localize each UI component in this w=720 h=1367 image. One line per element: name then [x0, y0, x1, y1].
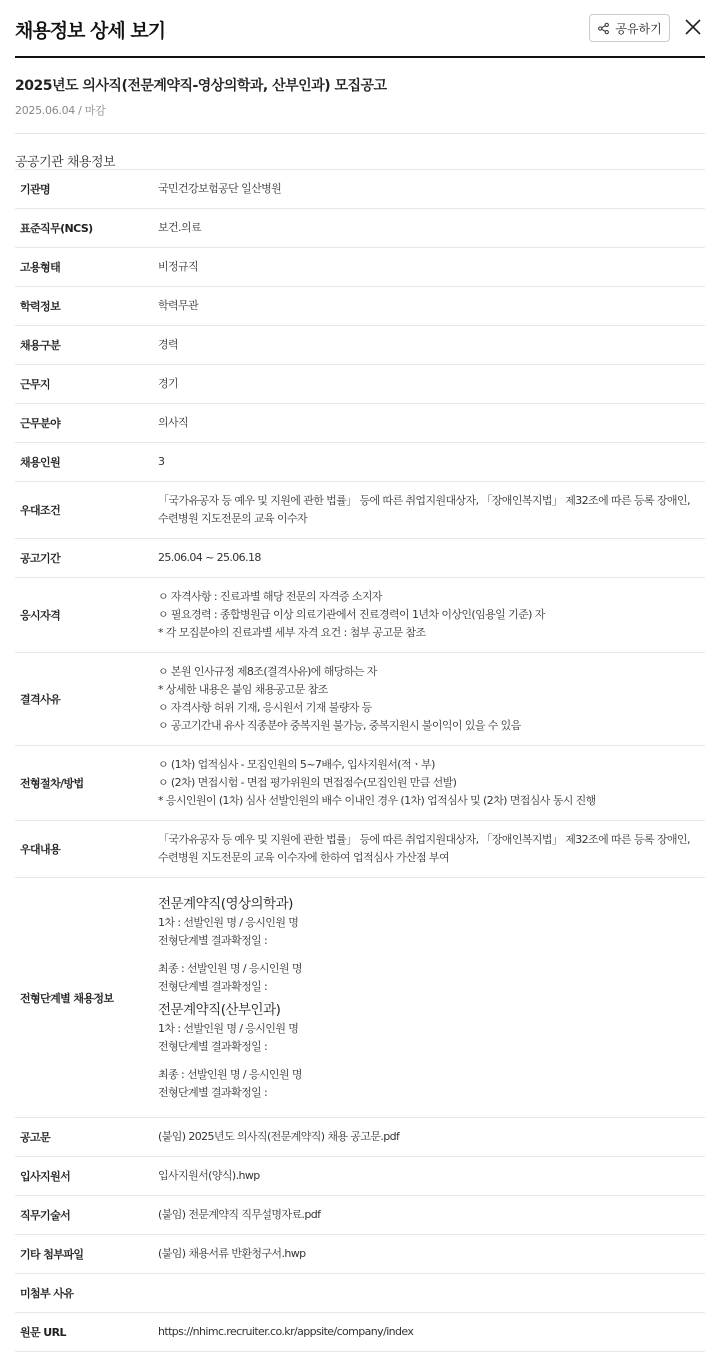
row-value: 25.06.04 ~ 25.06.18: [158, 551, 261, 564]
table-row: [15, 1118, 705, 1157]
table-row: [15, 539, 705, 578]
table-row: [15, 482, 705, 539]
close-icon[interactable]: [683, 17, 703, 37]
table-row: [15, 248, 705, 287]
row-label: 공고문: [20, 1131, 51, 1144]
stage-group-title: 전문계약직(영상의학과): [158, 895, 293, 912]
row-value: 3: [158, 455, 165, 468]
row-label: 공고기간: [20, 552, 61, 565]
row-value: 국민건강보험공단 일산병원: [158, 182, 282, 195]
original-url-link[interactable]: https://nhimc.recruiter.co.kr/appsite/company/index: [158, 1325, 414, 1338]
table-row: [15, 287, 705, 326]
table-row: [15, 209, 705, 248]
notice-file-link[interactable]: (붙임) 2025년도 의사직(전문계약직) 채용 공고문.pdf: [158, 1130, 400, 1143]
table-row-stages: [15, 878, 705, 1118]
section-title: 공공기관 채용정보: [15, 155, 116, 170]
row-label: 기관명: [20, 183, 51, 196]
row-label: 학력정보: [20, 300, 61, 313]
other-attachment-link[interactable]: (붙임) 채용서류 반환청구서.hwp: [158, 1247, 306, 1260]
table-row: [15, 1274, 705, 1313]
table-row: [15, 170, 705, 209]
stage-group-title: 전문계약직(산부인과): [158, 1001, 281, 1018]
table-row: [15, 365, 705, 404]
row-value: ㅇ (1차) 업적심사 - 모집인원의 5~7배수, 입사지원서(적ㆍ부) ㅇ (2차) 면접시험 - 면접 평가위원의 면접점수(모집인원 만큼 선발) * 응시인원이 (1차) 심사 선발인원의 배수 이내인 경우 (1차) 업적심사 및 (2차) 면접심사 동시 진행: [158, 758, 596, 807]
row-value: 보건.의료: [158, 221, 202, 234]
row-label: 미첨부 사유: [20, 1287, 74, 1300]
row-value: ㅇ 본원 인사규정 제8조(결격사유)에 해당하는 자 * 상세한 내용은 붙임 채용공고문 참조 ㅇ 자격사항 허위 기재, 응시원서 기재 불량자 등 ㅇ 공고기간내 유사 직종분야 중복지원 불가능, 중복지원시 불이익이 있을 수 있음: [158, 665, 521, 732]
post-title: 2025년도 의사직(전문계약직-영상의학과, 산부인과) 모집공고: [15, 78, 387, 94]
row-label: 채용구분: [20, 339, 61, 352]
row-label: 원문 URL: [20, 1326, 66, 1339]
table-row: [15, 653, 705, 746]
table-row: [15, 1235, 705, 1274]
row-value: 비정규직: [158, 260, 199, 273]
table-row: [15, 404, 705, 443]
stages-value: 전문계약직(영상의학과) 1차 : 선발인원 명 / 응시인원 명 전형단계별 결과확정일 : 최종 : 선발인원 명 / 응시인원 명 전형단계별 결과확정일 : 전문계약직(산부인과) 1차 : 선발인원 명 / 응시인원 명 전형단계별 결과확정일 : 최종 : 선발인원 명 / 응시인원 명 전형단계별 결과확정일 :: [158, 894, 705, 1102]
divider: [15, 133, 705, 134]
row-label: 표준직무(NCS): [20, 222, 93, 235]
table-row: [15, 443, 705, 482]
job-description-file-link[interactable]: (붙임) 전문계약직 직무설명자료.pdf: [158, 1208, 321, 1221]
row-label: 결격사유: [20, 693, 61, 706]
row-value: 경력: [158, 338, 179, 351]
row-value: 「국가유공자 등 예우 및 지원에 관한 법률」 등에 따른 취업지원대상자, 「장애인복지법」 제32조에 따른 등록 장애인, 수련병원 지도전문의 교육 이수자: [158, 494, 690, 525]
row-label: 근무분야: [20, 417, 61, 430]
row-label: 채용인원: [20, 456, 61, 469]
table-row: [15, 326, 705, 365]
row-label: 고용형태: [20, 261, 61, 274]
row-label: 우대조건: [20, 504, 61, 517]
row-value: 경기: [158, 377, 179, 390]
share-icon: [597, 22, 610, 35]
share-button[interactable]: [589, 14, 670, 42]
row-value: ㅇ 자격사항 : 진료과별 해당 전문의 자격증 소지자 ㅇ 필요경력 : 종합병원급 이상 의료기관에서 진료경력이 1년차 이상인(임용일 기준) 자 * 각 모집분야의 진료과별 세부 자격 요건 : 첨부 공고문 참조: [158, 590, 545, 639]
row-value: 학력무관: [158, 299, 199, 312]
row-label: 우대내용: [20, 843, 61, 856]
table-row: [15, 578, 705, 653]
table-row: [15, 821, 705, 878]
table-row: [15, 746, 705, 821]
table-row: [15, 1313, 705, 1352]
page-header: [15, 0, 705, 58]
page-title: 채용정보 상세 보기: [15, 20, 166, 42]
row-value: 「국가유공자 등 예우 및 지원에 관한 법률」 등에 따른 취업지원대상자, 「장애인복지법」 제32조에 따른 등록 장애인, 수련병원 지도전문의 교육 이수자에 한하여 업적심사 가산점 부여: [158, 833, 690, 864]
row-value: 의사직: [158, 416, 189, 429]
row-label: 기타 첨부파일: [20, 1248, 84, 1261]
application-file-link[interactable]: 입사지원서(양식).hwp: [158, 1169, 260, 1182]
row-label: 입사지원서: [20, 1170, 71, 1183]
table-row: [15, 1157, 705, 1196]
row-label: 근무지: [20, 378, 51, 391]
row-label: 직무기술서: [20, 1209, 71, 1222]
post-meta: 2025.06.04 / 마감: [15, 104, 106, 117]
row-label: 응시자격: [20, 609, 61, 622]
table-row: [15, 1196, 705, 1235]
share-button-label: 공유하기: [615, 21, 662, 36]
info-table: [15, 169, 705, 1352]
row-label: 전형단계별 채용정보: [20, 991, 114, 1005]
row-label: 전형절차/방법: [20, 777, 84, 790]
